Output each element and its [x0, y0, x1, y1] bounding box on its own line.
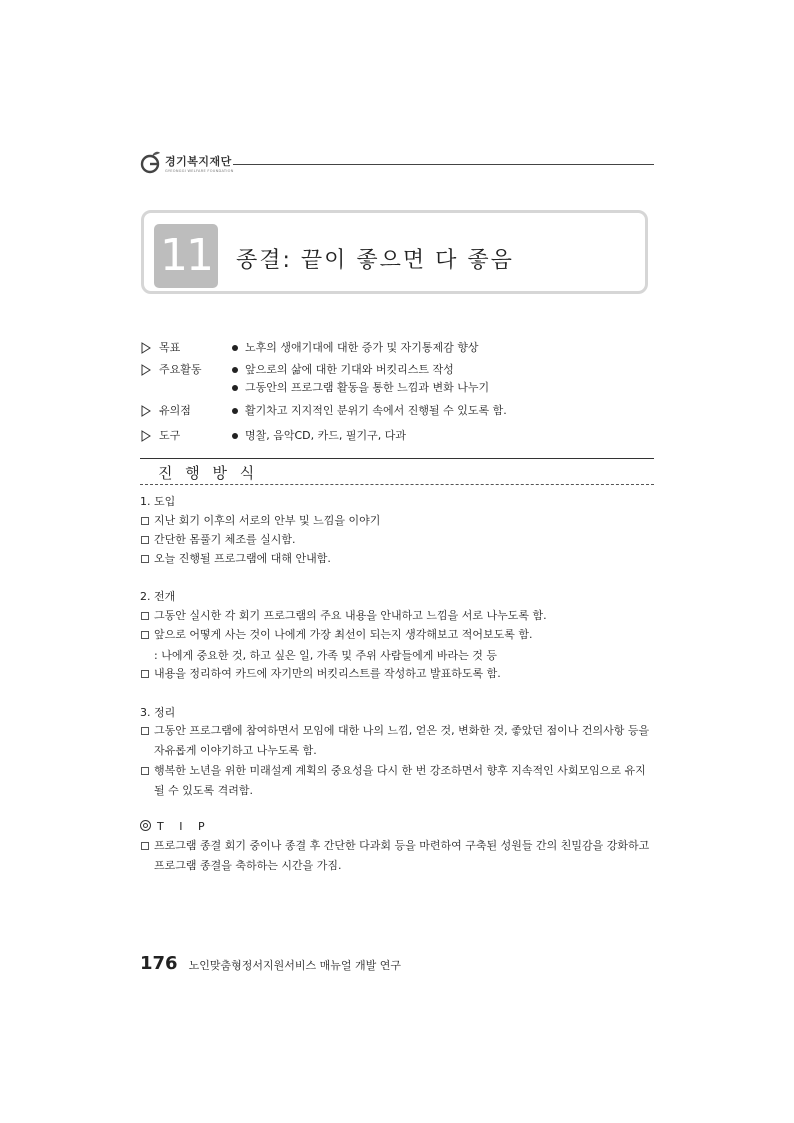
checkbox-square-icon [141, 631, 149, 639]
section-title: 진 행 방 식 [158, 464, 259, 482]
list-item: 오늘 진행될 프로그램에 대해 안내함. [140, 549, 655, 569]
chapter-title-box [141, 210, 648, 294]
checkbox-square-icon [141, 670, 149, 678]
list-item: 간단한 몸풀기 체조를 실시함. [140, 530, 655, 550]
page-number: 176 [140, 953, 178, 974]
meta-item: 그동안의 프로그램 활동을 통한 느낌과 변화 나누기 [231, 380, 489, 398]
list-item: 지난 회기 이후의 서로의 안부 및 느낌을 이야기 [140, 511, 655, 531]
meta-label: 목표 [159, 341, 181, 354]
header-rule [233, 164, 654, 165]
list-item: 행복한 노년을 위한 미래설계 계획의 중요성을 다시 한 번 강조하면서 향후 지속적인 사회모임으로 유지될 수 있도록 격려함. [140, 761, 655, 801]
tip-heading: T I P [140, 819, 211, 835]
meta-item: 노후의 생애기대에 대한 증가 및 자기통제감 향상 [231, 340, 479, 358]
tip-item: 프로그램 종결 회기 중이나 종결 후 간단한 다과회 등을 마련하여 구축된 성원들 간의 친밀감을 강화하고 프로그램 종결을 축하하는 시간을 가짐. [140, 836, 655, 876]
checkbox-square-icon [141, 612, 149, 620]
section-divider [140, 484, 654, 485]
list-item: 내용을 정리하여 카드에 자기만의 버킷리스트를 작성하고 발표하도록 함. [140, 664, 655, 684]
checkbox-square-icon [141, 517, 149, 525]
foundation-logo [140, 150, 260, 176]
triangle-arrow-icon [140, 340, 152, 356]
checkbox-square-icon [141, 767, 149, 775]
org-name: 경기복지재단 [165, 155, 232, 168]
triangle-arrow-icon [140, 362, 152, 378]
triangle-arrow-icon [140, 403, 152, 419]
checkbox-square-icon [141, 727, 149, 735]
section-rule [140, 458, 654, 459]
checkbox-square-icon [141, 842, 149, 850]
meta-label: 유의점 [159, 404, 191, 417]
page-footer [140, 953, 401, 974]
list-item: 그동안 실시한 각 회기 프로그램의 주요 내용을 안내하고 느낌을 서로 나누도록 함. [140, 606, 655, 626]
chapter-number: 11 [154, 224, 218, 288]
step-heading: 2. 전개 [140, 590, 176, 603]
meta-label: 도구 [159, 429, 181, 442]
meta-item: 명찰, 음악CD, 카드, 필기구, 다과 [231, 428, 406, 446]
book-title: 노인맞춤형정서지원서비스 매뉴얼 개발 연구 [188, 959, 402, 972]
list-item: 그동안 프로그램에 참여하면서 모임에 대한 나의 느낌, 얻은 것, 변화한 것, 좋았던 점이나 건의사항 등을 자유롭게 이야기하고 나누도록 함. [140, 721, 655, 761]
meta-item: 활기차고 지지적인 분위기 속에서 진행될 수 있도록 함. [231, 403, 507, 421]
sub-note: : 나에게 중요한 것, 하고 싶은 일, 가족 및 주위 사람들에게 바라는 것 등 [154, 649, 498, 662]
meta-item: 앞으로의 삶에 대한 기대와 버킷리스트 작성 [231, 362, 489, 380]
org-subtitle: GYEONGGI WELFARE FOUNDATION [165, 169, 234, 173]
list-item: 앞으로 어떻게 사는 것이 나에게 가장 최선이 되는지 생각해보고 적어보도록 함. [140, 625, 655, 645]
checkbox-square-icon [141, 555, 149, 563]
logo-mark-icon [140, 150, 162, 174]
double-circle-icon [140, 820, 151, 831]
triangle-arrow-icon [140, 428, 152, 444]
meta-label: 주요활동 [159, 363, 202, 376]
chapter-title: 종결: 끝이 좋으면 다 좋음 [236, 248, 514, 273]
step-heading: 1. 도입 [140, 495, 176, 508]
checkbox-square-icon [141, 536, 149, 544]
step-heading: 3. 정리 [140, 706, 176, 719]
